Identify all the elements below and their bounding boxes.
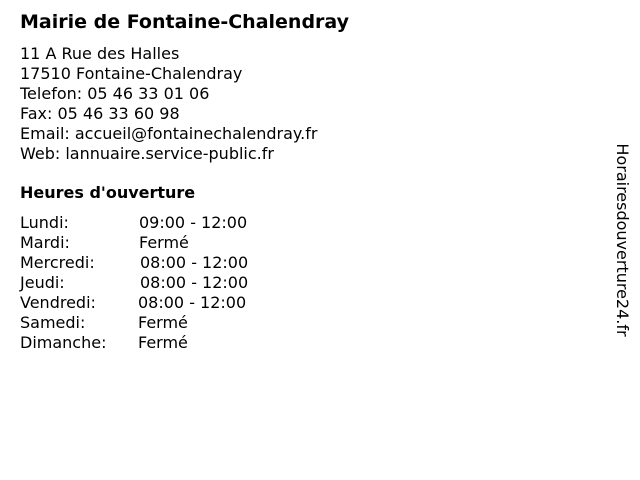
business-name: Mairie de Fontaine-Chalendray	[20, 11, 350, 33]
day-hours: Fermé	[138, 333, 188, 352]
contact-info	[20, 44, 317, 164]
site-watermark: Horairesdouverture24.fr	[613, 143, 632, 337]
day-hours: Fermé	[139, 233, 189, 252]
hours-row-sunday	[20, 333, 320, 353]
day-label: Jeudi:	[20, 273, 65, 292]
day-label: Mardi:	[20, 233, 70, 252]
hours-row-saturday	[20, 313, 320, 333]
day-label: Samedi:	[20, 313, 86, 332]
email-address: Email: accueil@fontainechalendray.fr	[20, 124, 318, 143]
phone-number: Telefon: 05 46 33 01 06	[20, 84, 210, 103]
day-label: Dimanche:	[20, 333, 107, 352]
day-label: Mercredi:	[20, 253, 95, 272]
hours-row-monday	[20, 213, 320, 233]
hours-row-tuesday	[20, 233, 320, 253]
day-hours: 08:00 - 12:00	[138, 293, 247, 312]
hours-heading: Heures d'ouverture	[20, 183, 196, 202]
hours-row-thursday	[20, 273, 320, 293]
opening-hours-list	[20, 213, 320, 353]
day-hours: Fermé	[138, 313, 188, 332]
address-street: 11 A Rue des Halles	[20, 44, 180, 63]
hours-row-wednesday	[20, 253, 320, 273]
day-hours: 08:00 - 12:00	[140, 273, 249, 292]
day-label: Vendredi:	[20, 293, 96, 312]
fax-number: Fax: 05 46 33 60 98	[20, 104, 180, 123]
day-hours: 08:00 - 12:00	[140, 253, 249, 272]
day-hours: 09:00 - 12:00	[139, 213, 248, 232]
day-label: Lundi:	[20, 213, 69, 232]
website: Web: lannuaire.service-public.fr	[20, 144, 274, 163]
hours-row-friday	[20, 293, 320, 313]
address-city: 17510 Fontaine-Chalendray	[20, 64, 243, 83]
